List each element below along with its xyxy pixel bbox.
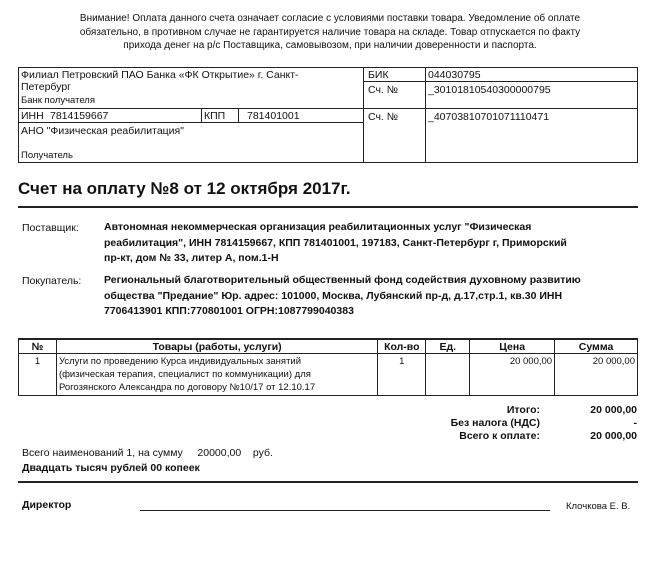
kpp-label: КПП	[204, 110, 226, 122]
recipient-name: АНО "Физическая реабилитация"	[21, 125, 184, 137]
amount-in-words: Двадцать тысяч рублей 00 копеек	[22, 462, 200, 474]
bank-details-box	[18, 67, 638, 163]
signer-name: Клочкова Е. В.	[566, 501, 631, 512]
column-header-qty: Кол-во	[378, 339, 426, 354]
recipient-bank-label: Банк получателя	[21, 95, 95, 106]
row-sum: 20 000,00	[555, 354, 638, 396]
bank-grid-line	[238, 109, 239, 122]
column-header-price: Цена	[470, 339, 555, 354]
column-header-unit: Ед.	[426, 339, 470, 354]
table-header-row	[19, 339, 638, 354]
column-header-goods: Товары (работы, услуги)	[56, 339, 377, 354]
corr-account-value	[428, 84, 551, 96]
bank-grid-line	[19, 108, 637, 109]
invoice-title: Счет на оплату №8 от 12 октября 2017г.	[18, 179, 351, 198]
buyer-label: Покупатель:	[22, 275, 82, 287]
totals-labels	[380, 404, 540, 443]
total-label: Итого:	[506, 404, 540, 416]
description-line: Рогозянского Александра по договору №10/17 от 12.10.17	[58, 382, 316, 393]
column-header-sum: Сумма	[555, 339, 638, 354]
summary-divider	[18, 481, 638, 483]
vat-label: Без налога (НДС)	[450, 417, 540, 429]
bank-grid-line	[425, 68, 426, 163]
bank-name-cont: Петербург	[21, 81, 71, 93]
bank-name: Филиал Петровский ПАО Банка «ФК Открытие» г. Санкт-	[21, 69, 299, 81]
recipient-label: Получатель	[21, 150, 73, 161]
notice-line: обязательно, в противном случае не гарантируется наличие товара на складе. Товар отпускается по факту	[79, 26, 581, 38]
row-qty: 1	[378, 354, 426, 396]
summary-amount: 20000,00	[197, 447, 242, 459]
amount-due-label: Всего к оплате:	[459, 430, 540, 442]
underscore-mark: _	[428, 111, 434, 123]
description-line: Услуги по проведению Курса индивидуальных занятий	[58, 356, 302, 367]
vat-value: -	[633, 417, 637, 429]
buyer-line: 7706413901 КПП:770801001 ОГРН:1087799040383	[104, 305, 354, 317]
signer-role: Директор	[22, 499, 72, 511]
supplier-details	[104, 220, 636, 267]
title-underline	[18, 206, 638, 208]
description-line: (физическая терапия, специалист по коммуникации) для	[58, 369, 311, 380]
supplier-line: пр-кт, дом № 33, литер А, пом.1-Н	[104, 252, 279, 264]
underscore-mark: _	[428, 84, 434, 96]
summary-currency: руб.	[252, 447, 273, 459]
bik-value: 044030795	[428, 69, 481, 81]
buyer-details	[104, 273, 636, 320]
supplier-label: Поставщик:	[22, 222, 79, 234]
row-unit	[426, 354, 470, 396]
bik-label: БИК	[368, 69, 389, 81]
account-label: Сч. №	[368, 111, 399, 123]
payment-notice	[40, 12, 620, 53]
buyer-line: Региональный благотворительный общественный фонд содействия духовному развитию	[104, 274, 581, 286]
account-value	[428, 111, 549, 123]
notice-line: Внимание! Оплата данного счета означает согласие с условиями поставки товара. Уведомление об оплате	[79, 13, 581, 24]
inn-label: ИНН	[21, 110, 44, 122]
inn-value: 7814159667	[50, 110, 109, 122]
amount-due-value: 20 000,00	[590, 430, 637, 442]
items-count-text: Всего наименований 1, на сумму	[22, 447, 183, 459]
buyer-line: общества "Предание" Юр. адрес: 101000, Москва, Лубянский пр-д, д.17,стр.1, кв.30 ИНН	[104, 289, 563, 302]
items-table	[18, 338, 638, 396]
column-header-number: №	[19, 339, 57, 354]
kpp-value: 781401001	[247, 110, 300, 122]
table-row	[19, 354, 638, 396]
row-description	[56, 354, 377, 396]
bank-grid-line	[19, 122, 363, 123]
supplier-line: Автономная некоммерческая организация реабилитационных услуг "Физическая	[104, 221, 532, 233]
corr-account-number: 30101810540300000795	[433, 84, 551, 96]
account-number: 40703810701071110471	[433, 111, 550, 123]
supplier-line: реабилитация", ИНН 7814159667, КПП 781401001, 197183, Санкт-Петербург г, Приморский	[104, 236, 567, 249]
bank-grid-line	[201, 109, 202, 122]
bank-grid-line	[363, 81, 638, 82]
bank-grid-line	[363, 68, 364, 163]
corr-account-label: Сч. №	[368, 84, 399, 96]
total-value: 20 000,00	[590, 404, 637, 416]
row-number: 1	[19, 354, 57, 396]
items-count-summary	[22, 447, 273, 459]
totals-values	[550, 404, 637, 443]
row-price: 20 000,00	[470, 354, 555, 396]
notice-line: прихода денег на р/с Поставщика, самовывозом, при наличии доверенности и паспорта.	[123, 40, 537, 51]
signature-line	[140, 510, 550, 511]
